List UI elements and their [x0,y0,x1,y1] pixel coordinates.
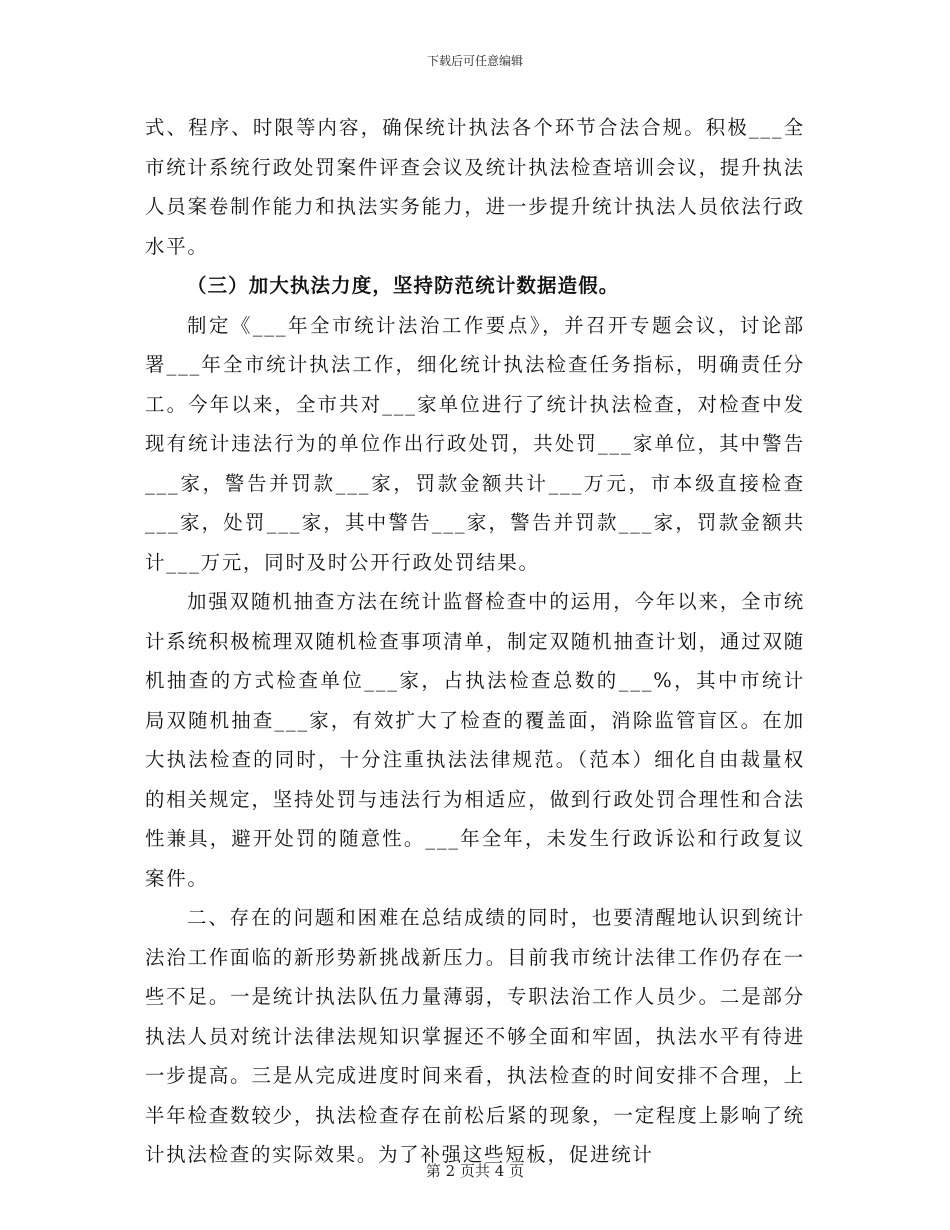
paragraph-2: 制定《___年全市统计法治工作要点》，并召开专题会议，讨论部署___年全市统计执法工作，细化统计执法检查任务指标，明确责任分工。今年以来，全市共对___家单位进行了统计执法检查，对检查中发现有统计违法行为的单位作出行政处罚，共处罚___家单位，其中警告___家，警告并罚款___家，罚款金额共计___万元，市本级直接检查___家，处罚___家，其中警告___家，警告并罚款___家，罚款金额共计___万元，同时及时公开行政处罚结果。 [145,313,805,574]
paragraph-3: 加强双随机抽查方法在统计监督检查中的运用，今年以来，全市统计系统积极梳理双随机检查事项清单，制定双随机抽查计划，通过双随机抽查的方式检查单位___家，占执法检查总数的___%，其中市统计局双随机抽查___家，有效扩大了检查的覆盖面，消除监管盲区。在加大执法检查的同时，十分注重执法法律规范。（范本）细化自由裁量权的相关规定，坚持处罚与违法行为相适应，做到行政处罚合理性和合法性兼具，避开处罚的随意性。___年全年，未发生行政诉讼和行政复议案件。 [145,590,805,890]
section-heading-3: （三）加大执法力度，坚持防范统计数据造假。 [187,274,620,297]
document-body [145,108,805,1175]
paragraph-1: 式、程序、时限等内容，确保统计执法各个环节合法合规。积极___全市统计系统行政处罚案件评查会议及统计执法检查培训会议，提升执法人员案卷制作能力和执法实务能力，进一步提升统计执法人员依法行政水平。 [145,116,805,258]
paragraph-4: 二、存在的问题和困难在总结成绩的同时，也要清醒地认识到统计法治工作面临的新形势新挑战新压力。目前我市统计法律工作仍存在一些不足。一是统计执法队伍力量薄弱，专职法治工作人员少。二是部分执法人员对统计法律法规知识掌握还不够全面和牢固，执法水平有待进一步提高。三是从完成进度时间来看，执法检查的时间安排不合理，上半年检查数较少，执法检查存在前松后紧的现象，一定程度上影响了统计执法检查的实际效果。为了补强这些短板，促进统计 [145,906,805,1166]
page-number: 第 2 页共 4 页 [425,1162,525,1180]
page-header-note: 下载后可任意编辑 [426,54,523,68]
